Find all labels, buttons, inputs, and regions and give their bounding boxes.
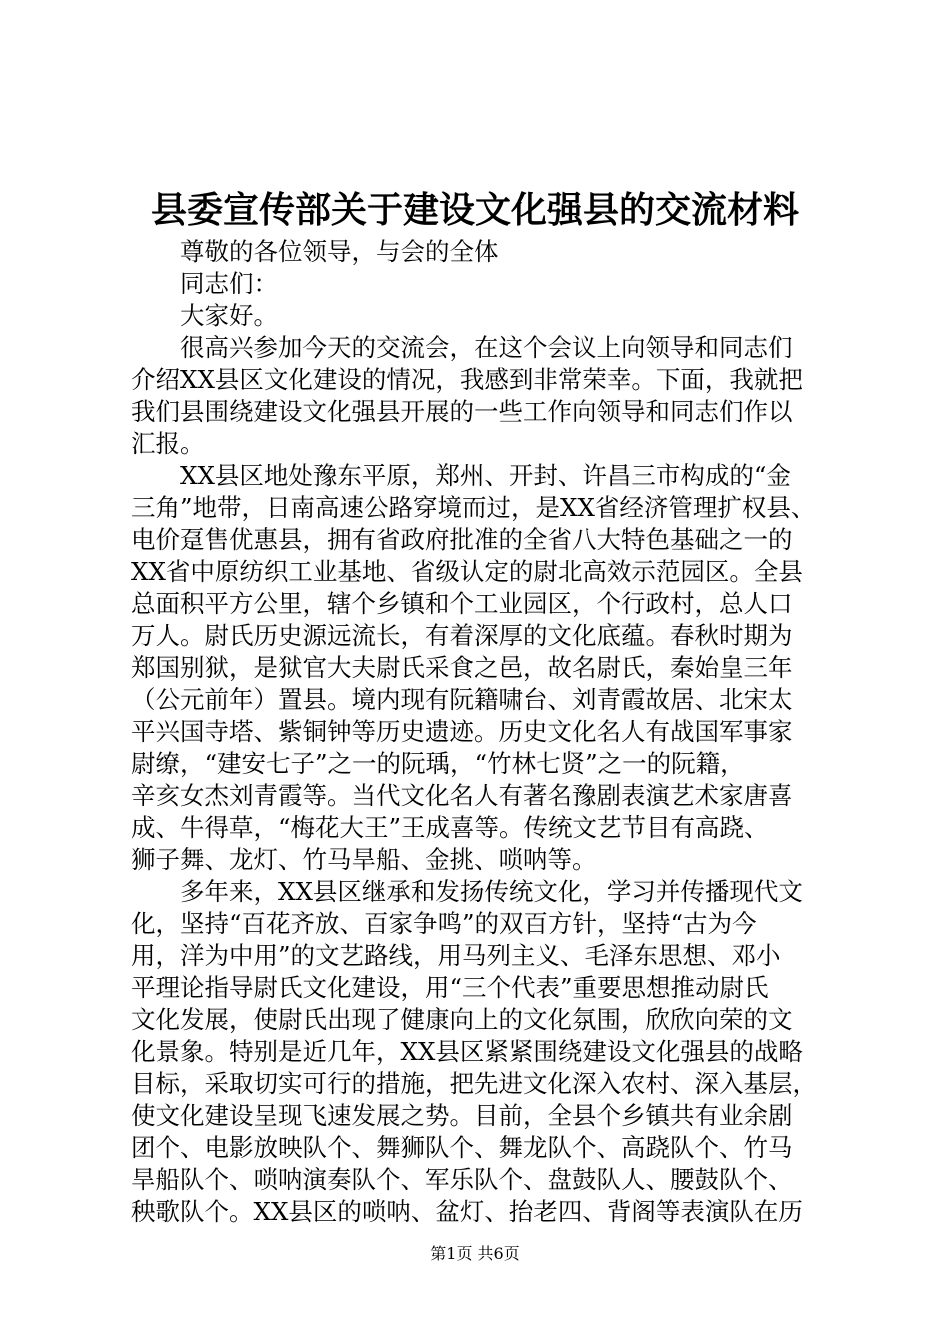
text-line: 用，洋为中用”的文艺路线，用马列主义、毛泽东思想、邓小 (131, 941, 781, 970)
text-line: 我们县围绕建设文化强县开展的一些工作向领导和同志们作以 (131, 397, 793, 426)
document-title: 县委宣传部关于建设文化强县的交流材料 (150, 189, 799, 231)
text-line: 万人。尉氏历史源远流长，有着深厚的文化底蕴。春秋时期为 (131, 621, 793, 650)
text-line: （公元前年）置县。境内现有阮籍啸台、刘青霞故居、北宋太 (131, 685, 793, 714)
text-line: 尉缭，“建安七子”之一的阮瑀，“竹林七贤”之一的阮籍， (131, 749, 745, 778)
text-line: XX县区地处豫东平原，郑州、开封、许昌三市构成的“金 (180, 461, 791, 490)
text-line: 多年来，XX县区继承和发扬传统文化，学习并传播现代文 (180, 877, 803, 906)
text-line: 秧歌队个。XX县区的唢呐、盆灯、抬老四、背阁等表演队在历 (131, 1197, 803, 1226)
text-line: 团个、电影放映队个、舞狮队个、舞龙队个、高跷队个、竹马 (131, 1133, 793, 1162)
text-line: 成、牛得草，“梅花大王”王成喜等。传统文艺节目有高跷、 (131, 813, 769, 842)
text-line: 狮子舞、龙灯、竹马旱船、金挑、唢呐等。 (131, 845, 597, 874)
text-line: 大家好。 (180, 301, 278, 330)
text-line: 平理论指导尉氏文化建设，用“三个代表”重要思想推动尉氏 (131, 973, 769, 1002)
text-line: 旱船队个、唢呐演奏队个、军乐队个、盘鼓队人、腰鼓队个、 (131, 1165, 793, 1194)
text-line: 电价趸售优惠县，拥有省政府批准的全省八大特色基础之一的 (131, 525, 793, 554)
text-line: 目标，采取切实可行的措施，把先进文化深入农村、深入基层， (131, 1069, 817, 1098)
text-line: 汇报。 (131, 429, 205, 458)
text-line: 总面积平方公里，辖个乡镇和个工业园区，个行政村，总人口 (131, 589, 793, 618)
text-line: 使文化建设呈现飞速发展之势。目前，全县个乡镇共有业余剧 (131, 1101, 793, 1130)
text-line: 很高兴参加今天的交流会，在这个会议上向领导和同志们 (180, 333, 793, 362)
text-line: 郑国别狱，是狱官大夫尉氏采食之邑，故名尉氏，秦始皇三年 (131, 653, 793, 682)
text-line: 文化发展，使尉氏出现了健康向上的文化氛围，欣欣向荣的文 (131, 1005, 793, 1034)
text-line: 三角”地带，日南高速公路穿境而过，是XX省经济管理扩权县、 (131, 493, 816, 522)
text-line: 平兴国寺塔、紫铜钟等历史遗迹。历史文化名人有战国军事家 (131, 717, 793, 746)
text-line: 化，坚持“百花齐放、百家争鸣”的双百方针，坚持“古为今 (131, 909, 757, 938)
text-line: 尊敬的各位领导，与会的全体 (180, 237, 499, 266)
text-line: 化景象。特别是近几年，XX县区紧紧围绕建设文化强县的战略 (131, 1037, 803, 1066)
text-line: 同志们： (180, 269, 278, 298)
text-line: 辛亥女杰刘青霞等。当代文化名人有著名豫剧表演艺术家唐喜 (131, 781, 793, 810)
document-body (131, 236, 831, 1228)
text-line: XX省中原纺织工业基地、省级认定的尉北高效示范园区。全县 (131, 557, 803, 586)
page-footer: 第1页 共6页 (430, 1244, 520, 1263)
text-line: 介绍XX县区文化建设的情况，我感到非常荣幸。下面，我就把 (131, 365, 803, 394)
